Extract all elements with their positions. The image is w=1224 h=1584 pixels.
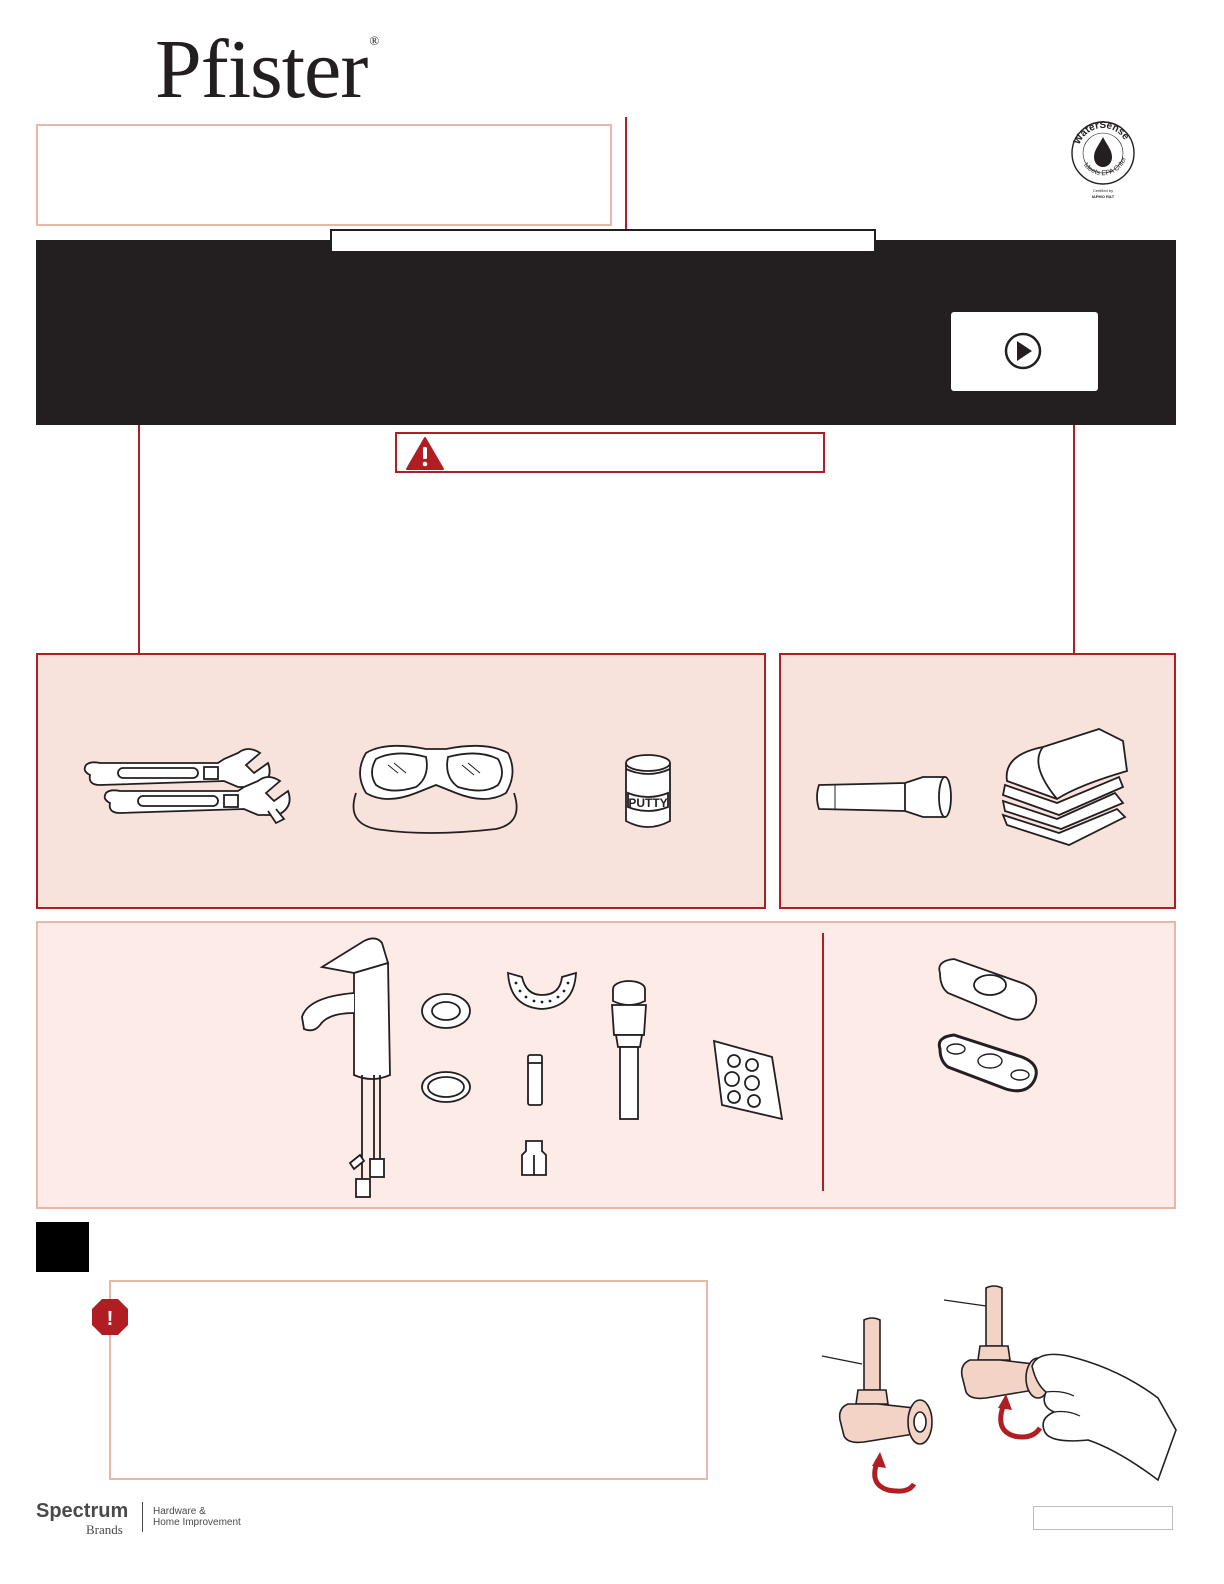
division-line-2: Home Improvement [153,1517,241,1528]
adjustable-wrench-icon [78,745,318,845]
tools-needed-panel [36,653,766,909]
play-icon [951,312,1098,391]
logo-divider [142,1502,143,1532]
step-instructions [106,1280,708,1480]
connector-line [1073,425,1075,653]
towels-icon [999,725,1139,851]
safety-goggles-icon [346,733,526,843]
shutoff-valve-illustration [818,1280,1178,1506]
brand-name: Pfister [155,23,368,116]
spectrum-brands-logo [36,1500,241,1537]
company-sub: Brands [86,1522,123,1537]
watersense-certifier: IAPMO R&T [1091,194,1115,199]
deck-gasket-icon [934,1031,1046,1097]
company-name: Spectrum [36,1500,129,1522]
warning-triangle-icon [405,436,445,471]
step-number [36,1222,89,1272]
brand-logo [155,23,379,116]
nut-icon [518,1137,550,1181]
caution-octagon-icon [90,1297,130,1337]
watersense-certified: Certified by [1092,188,1114,193]
connector-line [138,425,140,653]
o-ring-icon [418,1069,474,1105]
parts-panel [36,921,1176,1209]
flashlight-icon [815,773,957,821]
caution-glyph: ! [106,1308,114,1330]
video-button[interactable] [951,312,1098,391]
faucet-icon [298,933,398,1203]
watersense-badge [1066,120,1140,204]
watersense-tagline: Meets EPA Criter [1081,156,1128,178]
hardware-bag-icon [708,1035,788,1127]
horseshoe-washer-icon [504,959,580,1015]
pop-up-drain-icon [604,977,654,1127]
document-number-box [1033,1506,1173,1530]
connector-line [625,117,627,231]
warning-banner [395,432,825,473]
divider [822,933,824,1191]
deck-plate-icon [934,953,1046,1027]
optional-tools-panel [779,653,1176,909]
division-name [153,1506,273,1528]
model-number-bar [330,229,876,253]
putty-label: PUTTY [628,796,668,810]
division-line-1: Hardware & [153,1506,206,1517]
watersense-name: WaterSense [1071,120,1132,147]
title-box [36,124,612,226]
putty-jar-icon [620,749,676,835]
mounting-shank-icon [520,1051,550,1111]
registered-mark: ® [369,33,379,48]
gasket-icon [418,991,474,1031]
